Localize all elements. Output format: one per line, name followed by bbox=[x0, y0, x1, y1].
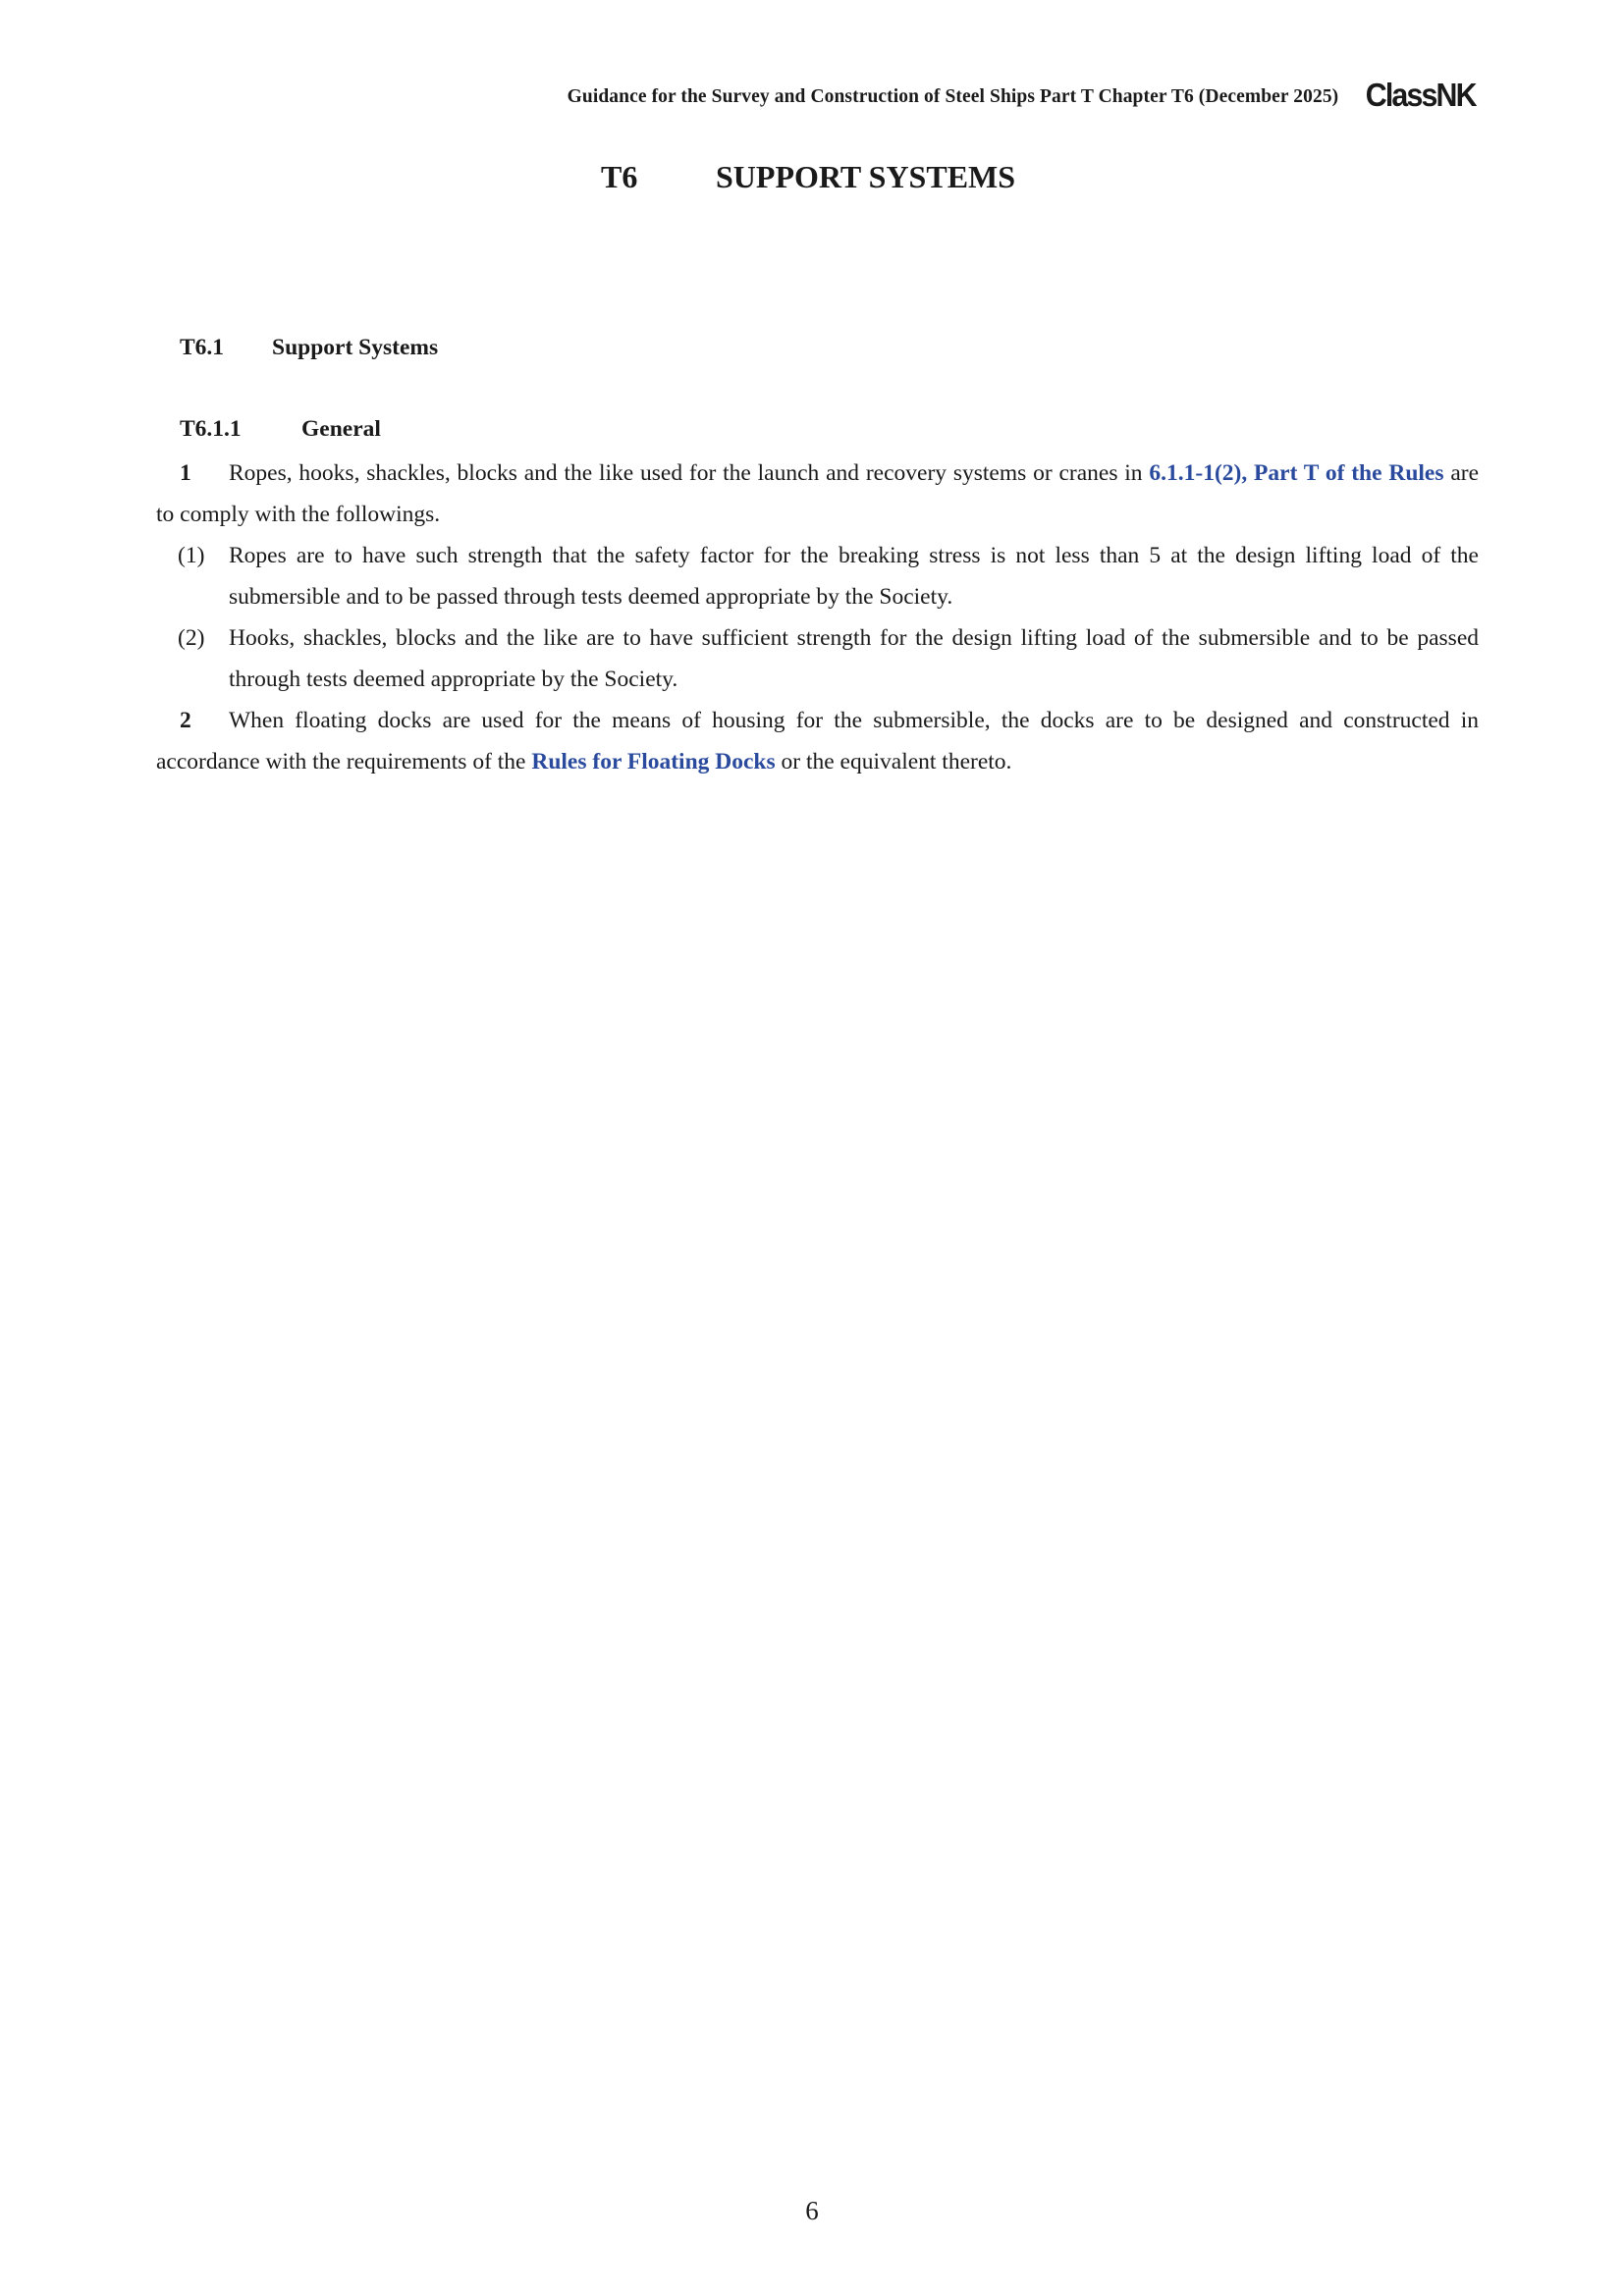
list-item-text: Hooks, shackles, blocks and the like are to have sufficient strength for the design lifting load of the submersible and to be passed through tests deemed appropriate by the Society. bbox=[229, 625, 1479, 692]
section-title: General bbox=[301, 416, 381, 442]
section-heading-t6-1 bbox=[180, 335, 438, 361]
paragraph-text: or the equivalent thereto. bbox=[775, 749, 1012, 774]
paragraph-text: are to comply with the followings. bbox=[156, 460, 1480, 527]
section-heading-t6-1-1 bbox=[180, 416, 381, 443]
running-header-title: Guidance for the Survey and Construction of Steel Ships Part T Chapter T6 (December 2025) bbox=[567, 85, 1339, 107]
paragraph-number: 1 bbox=[180, 460, 191, 486]
chapter-number: T6 bbox=[601, 159, 638, 194]
section-title: Support Systems bbox=[272, 335, 439, 360]
paragraph-2 bbox=[156, 700, 1479, 782]
list-item-text: Ropes are to have such strength that the safety factor for the breaking stress is not less than 5 at the design lifting load of the submersible and to be passed through tests deemed appropriate by the Society. bbox=[229, 543, 1479, 610]
paragraph-text: Ropes, hooks, shackles, blocks and the like used for the launch and recovery systems or cranes in bbox=[229, 460, 1150, 486]
section-number: T6.1 bbox=[180, 335, 225, 360]
paragraph-text: When floating docks are used for the means of housing for the submersible, the docks are to be designed and constructed in accordance with the requirements of the bbox=[156, 708, 1479, 774]
section-number: T6.1.1 bbox=[180, 416, 242, 442]
paragraph-1 bbox=[156, 453, 1479, 535]
running-header bbox=[567, 77, 1476, 113]
chapter-title bbox=[601, 159, 1015, 195]
rule-reference-link[interactable]: 6.1.1-1(2), Part T of the Rules bbox=[1149, 460, 1444, 486]
page-number: 6 bbox=[805, 2196, 819, 2225]
list-item-label: (1) bbox=[178, 543, 205, 568]
chapter-name: SUPPORT SYSTEMS bbox=[716, 159, 1016, 194]
paragraph-number: 2 bbox=[180, 708, 191, 733]
body-text bbox=[156, 453, 1479, 782]
classnk-logo: ClassNK bbox=[1366, 77, 1476, 113]
list-item bbox=[156, 535, 1479, 617]
rules-for-floating-docks-link[interactable]: Rules for Floating Docks bbox=[531, 749, 776, 774]
list-item bbox=[156, 617, 1479, 700]
list-item-label: (2) bbox=[178, 625, 205, 651]
